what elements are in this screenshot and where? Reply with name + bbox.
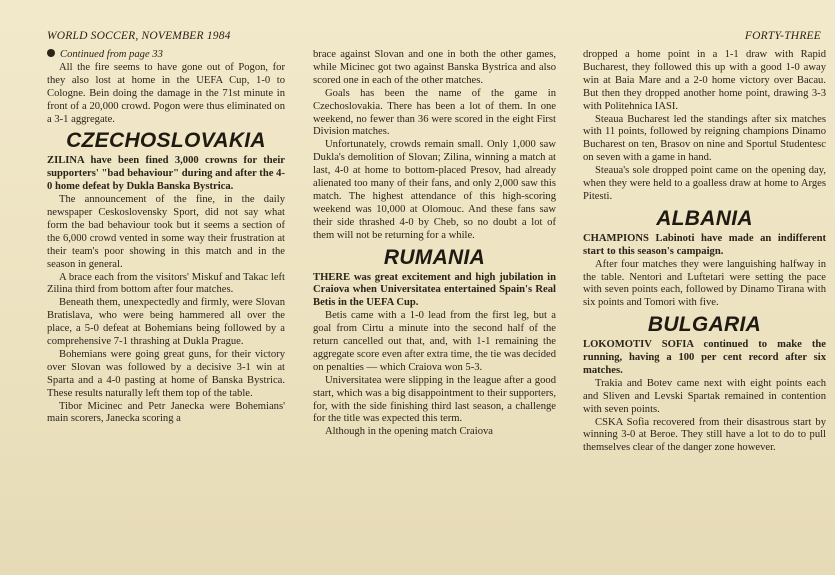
paragraph: Steaua's sole dropped point came on the opening day, when they were held to a goalless draw at home to Arges Pitesti.: [583, 165, 826, 202]
paragraph: Unfortunately, crowds remain small. Only 1,000 saw Dukla's demolition of Slovan; Zilina, winning a match at last, 4-0 at home to bottom-placed Presov, had already alienated too many of their fans, and only 2,000 saw this match. The highest attendance of this high-scoring weekend was 10,000 at Olomouc. And these fans saw their side thrashed 4-0 by Cheb, so no doubt a lot of them will not be returning for a while.: [313, 139, 556, 241]
continued-text: Continued from page 33: [60, 49, 163, 60]
column-2: [313, 49, 556, 439]
paragraph: Universitatea were slipping in the league after a good start, which was a big disappointment to their supporters, for, with the side finishing third last season, a challenge for the title was expected this term.: [313, 374, 556, 425]
paragraph: Betis came with a 1-0 lead from the first leg, but a goal from Cirtu a minute into the second half of the return cancelled out that, and, with 1-1 remaining the aggregate score even after extra time, the tie was decided on penalties — which Craiova won 5-3.: [313, 310, 556, 373]
paragraph: Beneath them, unexpectedly and firmly, were Slovan Bratislava, who were being hammered all over the place, a 5-0 defeat at Bohemians being followed by a comprehensive 7-1 thrashing at Dukla Prague.: [47, 297, 285, 348]
paragraph: CSKA Sofia recovered from their disastrous start by winning 3-0 at Beroe. They still have a lot to do to pull themselves clear of the danger zone however.: [583, 416, 826, 454]
paragraph: All the fire seems to have gone out of Pogon, for they also lost at home in the UEFA Cup, 1-0 to Cologne. Bein doing the damage in the 71st minute in front of a 20,000 crowd. Pogon were thus eliminated on a 3-1 aggregate.: [47, 61, 285, 125]
lead-paragraph: ZILINA have been fined 3,000 crowns for their supporters' "bad behaviour" during and after the 4-0 home defeat by Dukla Banska Bystrica.: [47, 155, 285, 193]
paragraph: brace against Slovan and one in both the other games, while Micinec got two against Banska Bystrica and also scored one in each of the other matches.: [313, 49, 556, 86]
column-3: [583, 49, 826, 455]
paragraph: Although in the opening match Craiova: [325, 426, 493, 438]
running-head-right: FORTY-THREE: [744, 30, 821, 42]
paragraph: A brace each from the visitors' Miskuf and Takac left Zilina third from bottom after four matches.: [47, 271, 285, 296]
paragraph: Bohemians were going great guns, for their victory over Slovan was followed by a decisive 3-1 win at Sparta and a 4-0 pasting at home of Banska Bystrica. These results naturally left them top of the table.: [47, 348, 285, 399]
paragraph: dropped a home point in a 1-1 draw with Rapid Bucharest, they followed this up with a good 1-0 away win at Baia Mare and a 2-0 home victory over Bacau. But then they dropped another home point, drawing 3-3 with Politehnica IASI.: [583, 49, 826, 112]
continued-note: [47, 49, 285, 62]
paragraph: Trakia and Botev came next with eight points each and Sliven and Levski Spartak remained in contention with seven points.: [583, 377, 826, 415]
paragraph: Goals has been the name of the game in Czechoslovakia. There has been a lot of them. In one weekend, no fewer than 36 were scored in the eight First Division matches.: [313, 87, 556, 138]
running-head-left: WORLD SOCCER, NOVEMBER 1984: [47, 30, 231, 42]
section-heading-czechoslovakia: CZECHOSLOVAKIA: [66, 129, 266, 153]
lead-paragraph: THERE was great excitement and high jubilation in Craiova when Universitatea entertained Spain's Real Betis in the UEFA Cup.: [313, 271, 556, 309]
paragraph: Tibor Micinec and Petr Janecka were Bohemians' main scorers, Janecka scoring a: [47, 400, 285, 425]
column-1: [47, 49, 285, 426]
section-heading-albania: ALBANIA: [656, 206, 753, 230]
paragraph: After four matches they were languishing halfway in the table. Nentori and Luftetari were setting the pace with seven points each, followed by Dinamo Tirana with six points and Tomori with five.: [583, 258, 826, 309]
lead-paragraph: CHAMPIONS Labinoti have made an indifferent start to this season's campaign.: [583, 232, 826, 257]
paragraph: The announcement of the fine, in the daily newspaper Ceskoslovensky Sport, did not say what form the bad behaviour took but it seems a section of the 6,000 crowd vented in some way their frustration at their team's poor showing in this match and in the season in general.: [47, 194, 285, 270]
section-heading-bulgaria: BULGARIA: [647, 313, 762, 337]
lead-paragraph: LOKOMOTIV SOFIA continued to make the running, having a 100 per cent record after six matches.: [583, 339, 826, 376]
paragraph: Steaua Bucharest led the standings after six matches with 11 points, followed by reigning champions Dinamo Bucharest on ten, Brasov on nine and Sportul Studentesc on seven with a game in hand.: [583, 113, 826, 164]
section-heading-rumania: RUMANIA: [383, 245, 486, 269]
bullet-icon: [47, 49, 55, 57]
